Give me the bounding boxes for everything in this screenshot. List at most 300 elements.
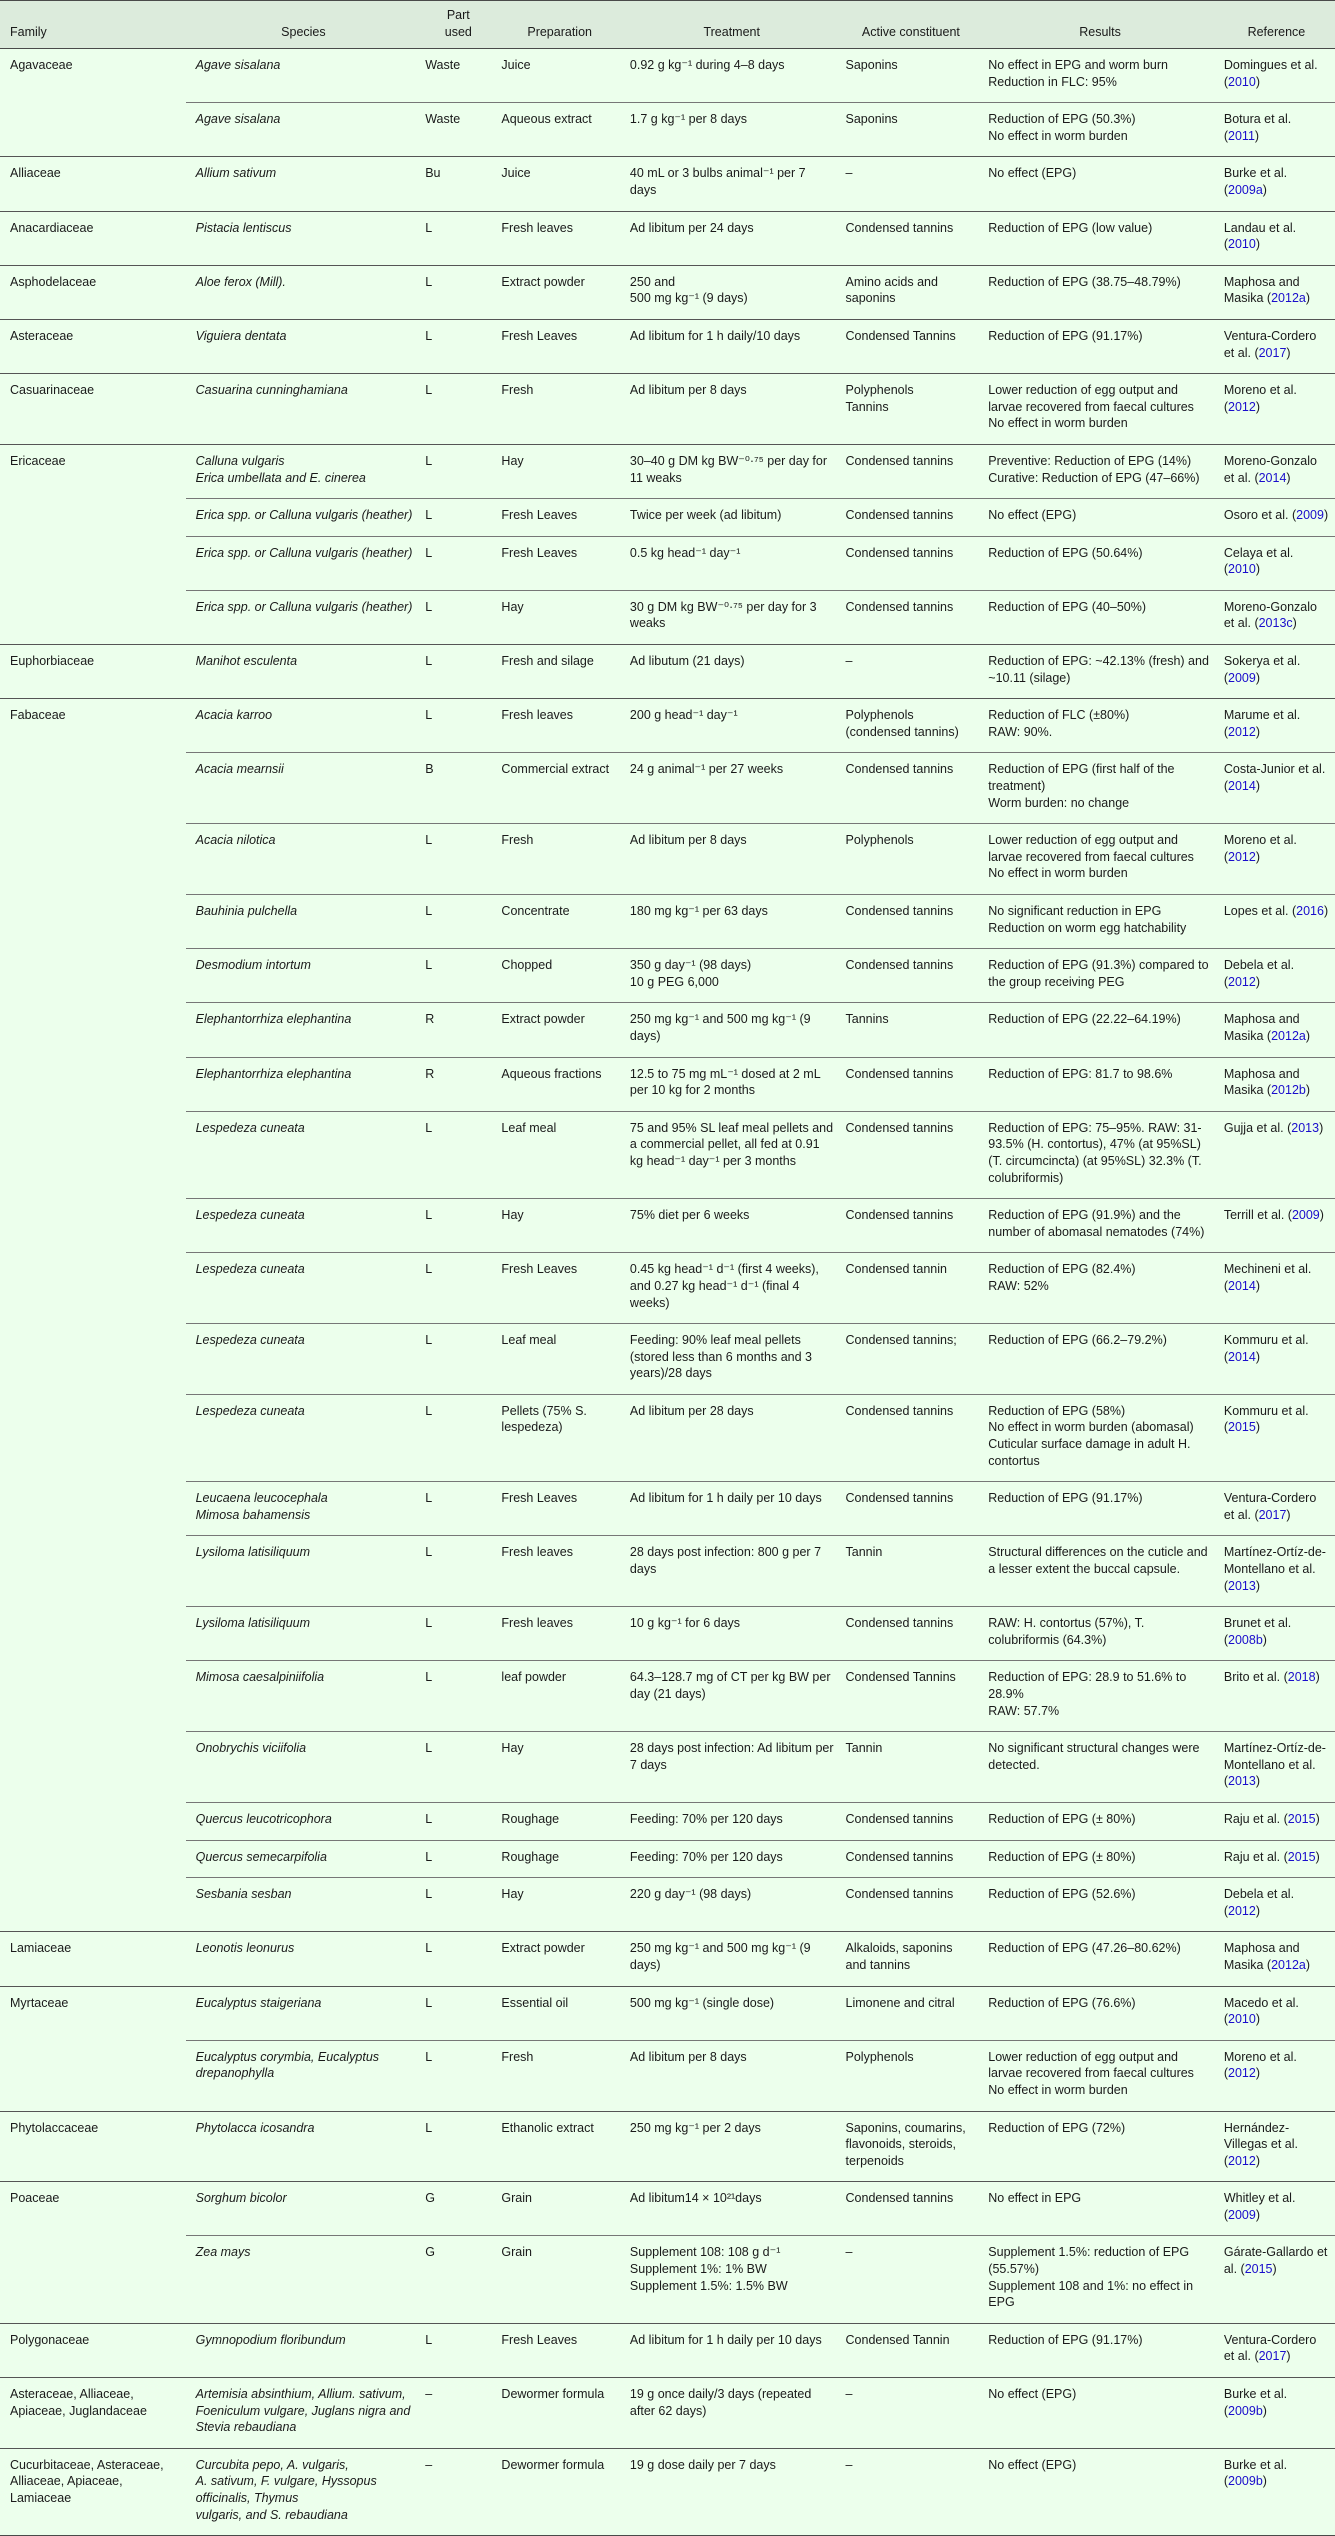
species-cell [186, 1003, 422, 1057]
paren: ) [1255, 1420, 1261, 1435]
reference-year-link[interactable]: 2012a [1271, 1028, 1306, 1043]
part-used-cell [421, 2378, 495, 2449]
results-text: No effect in worm burden [988, 866, 1128, 881]
species-cell [186, 1802, 422, 1840]
active-constituent-cell [840, 444, 983, 498]
family-text: Ericaceae [10, 453, 66, 468]
table-row [0, 1802, 1335, 1840]
results-cell [982, 374, 1218, 445]
species-cell [186, 1732, 422, 1803]
active-constituent-text: Polyphenols [845, 2049, 914, 2064]
paren: ) [1305, 1957, 1311, 1972]
species-text: Agave sisalana [195, 58, 281, 72]
reference-cell [1218, 1932, 1335, 1986]
part-used-cell [421, 536, 495, 590]
preparation-cell [495, 1661, 624, 1732]
active-constituent-cell [840, 1878, 983, 1932]
part-used-cell [421, 949, 495, 1003]
family-cell [0, 319, 186, 373]
reference-year-link[interactable]: 2014 [1228, 1278, 1256, 1293]
reference-year-link[interactable]: 2016 [1296, 904, 1324, 918]
reference-year-link[interactable]: 2014 [1228, 779, 1256, 794]
active-constituent-text: Condensed tannins [845, 904, 954, 918]
species-cell [186, 1607, 422, 1661]
species-cell [186, 824, 422, 895]
reference-year-link[interactable]: 2012 [1228, 1903, 1256, 1918]
preparation-cell [495, 1607, 624, 1661]
results-cell [982, 895, 1218, 949]
results-cell [982, 103, 1218, 157]
results-text: Reduction of FLC (±80%) [988, 708, 1130, 723]
paren: ) [1254, 128, 1260, 143]
part-used-text: L [425, 958, 433, 973]
treatment-text: 220 g day⁻¹ (98 days) [629, 1887, 752, 1902]
family-text: Fabaceae [10, 708, 66, 723]
paren: ( [1250, 345, 1259, 360]
results-text: Reduction of EPG (91.17%) [988, 328, 1143, 343]
treatment-text: 10 g PEG 6,000 [629, 974, 719, 989]
active-constituent-text: – [845, 2457, 853, 2472]
reference-year-link[interactable]: 2012a [1271, 291, 1306, 306]
paren: ( [1223, 74, 1229, 89]
paren: ) [1305, 1083, 1311, 1098]
part-used-text: L [425, 1491, 433, 1506]
results-text: Reduction of EPG (38.75–48.79%) [988, 274, 1181, 289]
species-cell [186, 2182, 422, 2236]
preparation-text: Dewormer formula [501, 2457, 605, 2472]
results-cell [982, 265, 1218, 319]
results-text: Reduction of EPG (50.3%) [988, 112, 1136, 127]
preparation-text: Fresh and silage [501, 654, 594, 669]
preparation-cell [495, 1932, 624, 1986]
table-row [0, 1324, 1335, 1395]
paren: ( [1263, 291, 1272, 306]
part-used-text: B [425, 762, 434, 777]
results-text: No significant structural changes were detected. [988, 1741, 1203, 1772]
preparation-text: Juice [501, 58, 531, 72]
treatment-cell [624, 444, 840, 498]
active-constituent-text: Condensed tannins [845, 545, 954, 560]
family-cell [0, 1536, 186, 1607]
table-row [0, 1607, 1335, 1661]
species-text: vulgaris, and S. rebaudiana [195, 2507, 348, 2522]
preparation-text: Hay [501, 1741, 524, 1756]
paren: ) [1262, 2403, 1267, 2418]
part-used-cell [421, 211, 495, 265]
species-cell [186, 536, 422, 590]
results-text: Reduction of EPG: ~42.13% (fresh) and ~10.11 (silage) [988, 654, 1213, 685]
treatment-text: 75 and 95% SL leaf meal pellets and a commercial pellet, all fed at 0.91 kg head⁻¹ day⁻¹ per 3 months [629, 1120, 837, 1168]
active-constituent-text: Condensed tannins [845, 220, 954, 235]
active-constituent-cell [840, 103, 983, 157]
table-row [0, 2236, 1335, 2323]
paren: ( [1250, 470, 1259, 485]
species-text: Pistacia lentiscus [195, 220, 292, 235]
paren: ) [1255, 670, 1261, 685]
results-cell [982, 1003, 1218, 1057]
active-constituent-text: – [845, 166, 853, 181]
results-text: RAW: H. contortus (57%), T. colubriformis (64.3%) [988, 1616, 1148, 1647]
reference-year-link[interactable]: 2013 [1228, 1774, 1256, 1789]
paren: ) [1286, 1507, 1291, 1522]
active-constituent-text: Tannin [845, 1741, 883, 1756]
results-text: Reduction of EPG (82.4%) [988, 1262, 1136, 1277]
treatment-text: 28 days post infection: Ad libitum per 7 days [629, 1741, 837, 1772]
reference-year-link[interactable]: 2011 [1228, 128, 1255, 143]
reference-year-link[interactable]: 2012 [1228, 399, 1256, 414]
paren: ) [1319, 1120, 1324, 1135]
part-used-cell [421, 1986, 495, 2040]
reference-year-link[interactable]: 2010 [1228, 2012, 1256, 2027]
results-text: Supplement 1.5%: reduction of EPG (55.57%) [988, 2245, 1193, 2277]
table-row [0, 1057, 1335, 1111]
treatment-text: Ad libitum per 8 days [629, 383, 747, 398]
family-cell [0, 1732, 186, 1803]
reference-year-link[interactable]: 2014 [1258, 470, 1287, 485]
reference-cell [1218, 2111, 1335, 2182]
treatment-text: 250 mg kg⁻¹ per 2 days [629, 2120, 761, 2135]
part-used-text: L [425, 383, 433, 398]
active-constituent-cell [840, 2323, 983, 2377]
reference-cell [1218, 2182, 1335, 2236]
treatment-text: Ad libitum per 28 days [629, 1403, 754, 1418]
part-used-cell [421, 1253, 495, 1324]
species-cell [186, 374, 422, 445]
results-cell [982, 1607, 1218, 1661]
paren: ( [1250, 2349, 1259, 2364]
species-text: Sorghum bicolor [195, 2191, 287, 2206]
active-constituent-cell [840, 824, 983, 895]
reference-authors: Domingues et al. [1223, 58, 1318, 72]
active-constituent-cell [840, 211, 983, 265]
table-row [0, 499, 1335, 537]
reference-year-link[interactable]: 2015 [1287, 1849, 1316, 1864]
active-constituent-cell [840, 1057, 983, 1111]
family-cell [0, 374, 186, 445]
results-cell [982, 645, 1218, 699]
reference-year-link[interactable]: 2012b [1271, 1083, 1306, 1098]
paren: ( [1237, 2262, 1245, 2277]
paren: ( [1223, 1632, 1229, 1647]
treatment-cell [624, 1986, 840, 2040]
species-cell [186, 319, 422, 373]
results-text: Reduction of EPG (± 80%) [988, 1811, 1136, 1826]
results-text: No effect in worm burden [988, 2082, 1128, 2097]
part-used-cell [421, 1482, 495, 1536]
reference-year-link[interactable]: 2015 [1228, 1420, 1256, 1435]
reference-authors: Martínez-Ortíz-de-Montellano et al. [1223, 1741, 1326, 1772]
treatment-cell [624, 1878, 840, 1932]
treatment-text: Feeding: 70% per 120 days [629, 1849, 783, 1864]
table-row [0, 157, 1335, 211]
part-used-text: L [425, 2120, 433, 2135]
part-used-cell [421, 895, 495, 949]
active-constituent-text: Condensed tannins [845, 1616, 954, 1631]
species-cell [186, 949, 422, 1003]
reference-cell [1218, 824, 1335, 895]
reference-authors: Brunet et al. [1223, 1616, 1292, 1631]
reference-year-link[interactable]: 2009 [1228, 670, 1256, 685]
table-row [0, 211, 1335, 265]
reference-cell [1218, 2236, 1335, 2323]
active-constituent-text: Condensed tannins [845, 453, 954, 468]
preparation-cell [495, 1482, 624, 1536]
table-row [0, 2182, 1335, 2236]
family-text: Asteraceae, Alliaceae, Apiaceae, Juglandaceae [10, 2387, 147, 2418]
family-cell [0, 2182, 186, 2236]
results-text: Supplement 108 and 1%: no effect in EPG [988, 2278, 1197, 2310]
table-row [0, 1732, 1335, 1803]
reference-authors: Maphosa and Masika [1223, 1941, 1300, 1972]
preparation-text: Extract powder [501, 1012, 585, 1027]
paren: ) [1255, 74, 1261, 89]
species-text: Lysiloma latisiliquum [195, 1616, 311, 1631]
table-row [0, 319, 1335, 373]
preparation-cell [495, 1802, 624, 1840]
preparation-cell [495, 645, 624, 699]
family-cell [0, 949, 186, 1003]
preparation-text: Extract powder [501, 274, 585, 289]
reference-year-link[interactable]: 2015 [1287, 1811, 1316, 1826]
table-row [0, 645, 1335, 699]
treatment-cell [624, 2182, 840, 2236]
treatment-cell [624, 157, 840, 211]
reference-year-link[interactable]: 2009b [1228, 2474, 1263, 2489]
reference-year-link[interactable]: 2008b [1228, 1632, 1263, 1647]
treatment-cell [624, 895, 840, 949]
part-used-cell [421, 2448, 495, 2535]
active-constituent-cell [840, 1003, 983, 1057]
reference-year-link[interactable]: 2018 [1287, 1670, 1316, 1685]
reference-year-link[interactable]: 2012a [1271, 1957, 1306, 1972]
reference-cell [1218, 1802, 1335, 1840]
paren: ) [1255, 779, 1261, 794]
part-used-text: Waste [425, 58, 461, 72]
reference-year-link[interactable]: 2012 [1228, 2066, 1256, 2081]
paren: ) [1255, 2012, 1261, 2027]
table-row [0, 2378, 1335, 2449]
species-text: Lespedeza cuneata [195, 1120, 305, 1135]
preparation-text: Leaf meal [501, 1120, 557, 1135]
preparation-text: Fresh [501, 383, 534, 398]
reference-year-link[interactable]: 2009 [1296, 508, 1324, 523]
results-cell [982, 2040, 1218, 2111]
table-row [0, 2448, 1335, 2535]
active-constituent-cell [840, 1199, 983, 1253]
reference-year-link[interactable]: 2013 [1291, 1120, 1320, 1135]
results-text: Reduction of EPG (76.6%) [988, 1995, 1136, 2010]
results-cell [982, 319, 1218, 373]
part-used-text: L [425, 1208, 433, 1223]
treatment-cell [624, 1111, 840, 1198]
reference-year-link[interactable]: 2009 [1291, 1208, 1320, 1223]
paren: ( [1223, 2403, 1229, 2418]
treatment-cell [624, 824, 840, 895]
preparation-text: Fresh Leaves [501, 2332, 578, 2347]
reference-authors: Moreno-Gonzalo et al. [1223, 599, 1317, 631]
reference-year-link[interactable]: 2017 [1258, 2349, 1287, 2364]
reference-year-link[interactable]: 2014 [1228, 1349, 1256, 1364]
paren: ( [1223, 2066, 1229, 2081]
table-row [0, 1932, 1335, 1986]
part-used-cell [421, 1607, 495, 1661]
part-used-cell [421, 103, 495, 157]
reference-authors: Mechineni et al. [1223, 1262, 1312, 1277]
family-cell [0, 2378, 186, 2449]
active-constituent-text: Condensed tannin [845, 1262, 947, 1277]
part-used-cell [421, 499, 495, 537]
paren: ( [1223, 849, 1229, 864]
reference-year-link[interactable]: 2012 [1228, 849, 1256, 864]
treatment-cell [624, 2040, 840, 2111]
reference-cell [1218, 699, 1335, 753]
reference-year-link[interactable]: 2009a [1228, 182, 1263, 197]
preparation-cell [495, 590, 624, 644]
active-constituent-cell [840, 699, 983, 753]
preparation-cell [495, 824, 624, 895]
paren: ) [1255, 2207, 1261, 2222]
treatment-text: Ad libitum for 1 h daily per 10 days [629, 1491, 822, 1506]
reference-cell [1218, 1057, 1335, 1111]
paren: ) [1286, 470, 1291, 485]
active-constituent-text: Condensed tannins [845, 1811, 954, 1826]
table-row [0, 1253, 1335, 1324]
family-cell [0, 444, 186, 498]
treatment-text: Supplement 108: 108 g d⁻¹ [629, 2245, 781, 2260]
family-cell [0, 1986, 186, 2040]
reference-year-link[interactable]: 2009 [1228, 2207, 1256, 2222]
preparation-cell [495, 1840, 624, 1878]
active-constituent-text: Condensed Tannins [845, 328, 956, 343]
reference-cell [1218, 1986, 1335, 2040]
results-cell [982, 157, 1218, 211]
species-cell [186, 1840, 422, 1878]
reference-year-link[interactable]: 2015 [1244, 2262, 1273, 2277]
treatment-text: Feeding: 90% leaf meal pellets (stored less than 6 months and 3 years)/28 days [629, 1333, 816, 1381]
reference-year-link[interactable]: 2010 [1228, 237, 1256, 252]
active-constituent-cell [840, 536, 983, 590]
species-cell [186, 157, 422, 211]
reference-year-link[interactable]: 2012 [1228, 724, 1256, 739]
reference-year-link[interactable]: 2010 [1228, 562, 1256, 577]
results-text: No effect in EPG and worm burn [988, 58, 1168, 72]
treatment-cell [624, 1003, 840, 1057]
reference-year-link[interactable]: 2012 [1228, 974, 1256, 989]
paren: ) [1286, 345, 1291, 360]
part-used-cell [421, 319, 495, 373]
reference-authors: Moreno-Gonzalo et al. [1223, 453, 1317, 485]
species-cell [186, 1482, 422, 1536]
treatment-text: Ad libitum14 × 10²¹days [629, 2191, 762, 2206]
part-used-cell [421, 2323, 495, 2377]
part-used-text: L [425, 453, 433, 468]
species-text: Calluna vulgaris [195, 453, 285, 468]
paren: ( [1263, 1083, 1272, 1098]
results-text: RAW: 57.7% [988, 1703, 1060, 1718]
table-row [0, 49, 1335, 103]
preparation-cell [495, 1324, 624, 1395]
results-cell [982, 949, 1218, 1003]
reference-year-link[interactable]: 2013 [1228, 1578, 1256, 1593]
table-row [0, 1394, 1335, 1481]
reference-cell [1218, 1199, 1335, 1253]
preparation-text: Dewormer formula [501, 2387, 605, 2402]
part-used-text: L [425, 1741, 433, 1756]
results-cell [982, 824, 1218, 895]
table-row [0, 1536, 1335, 1607]
treatment-text: 500 mg kg⁻¹ (single dose) [629, 1995, 775, 2010]
paren: ( [1223, 2153, 1229, 2168]
paren: ( [1280, 1670, 1288, 1685]
treatment-text: Feeding: 70% per 120 days [629, 1811, 783, 1826]
reference-authors: Terrill et al. [1223, 1208, 1285, 1223]
family-text: Asteraceae [10, 328, 74, 343]
species-text: Eucalyptus corymbia, Eucalyptus drepanophylla [195, 2049, 383, 2081]
reference-year-link[interactable]: 2009b [1228, 2403, 1263, 2418]
paren: ) [1315, 1811, 1320, 1826]
preparation-cell [495, 1253, 624, 1324]
results-text: No effect in worm burden (abomasal) [988, 1420, 1194, 1435]
species-text: Zea mays [195, 2245, 251, 2260]
paren: ( [1223, 128, 1229, 143]
part-used-text: – [425, 2387, 433, 2402]
preparation-text: Extract powder [501, 1941, 585, 1956]
preparation-text: Aqueous extract [501, 112, 592, 127]
reference-year-link[interactable]: 2017 [1258, 1507, 1287, 1522]
results-text: Reduction of EPG (58%) [988, 1403, 1126, 1418]
treatment-text: 19 g once daily/3 days (repeated after 62 days) [629, 2387, 815, 2418]
table-row [0, 2111, 1335, 2182]
reference-year-link[interactable]: 2010 [1228, 74, 1256, 89]
active-constituent-cell [840, 1802, 983, 1840]
family-cell [0, 1840, 186, 1878]
paren: ( [1288, 904, 1297, 918]
active-constituent-text: Limonene and citral [845, 1995, 955, 2010]
part-used-cell [421, 1324, 495, 1395]
paren: ( [1223, 1903, 1229, 1918]
family-cell [0, 211, 186, 265]
reference-authors: Sokerya et al. [1223, 654, 1301, 669]
part-used-text: L [425, 545, 433, 560]
active-constituent-text: Condensed tannins; [845, 1333, 957, 1348]
paren: ( [1223, 1349, 1229, 1364]
reference-cell [1218, 1536, 1335, 1607]
reference-year-link[interactable]: 2017 [1258, 345, 1287, 360]
reference-cell [1218, 1482, 1335, 1536]
species-text: Erica umbellata and E. cinerea [195, 470, 366, 485]
preparation-cell [495, 1986, 624, 2040]
active-constituent-text: Condensed tannins [845, 1208, 954, 1223]
active-constituent-text: Condensed Tannins [845, 1670, 956, 1685]
results-cell [982, 1986, 1218, 2040]
preparation-text: Fresh Leaves [501, 1262, 578, 1277]
active-constituent-cell [840, 895, 983, 949]
results-cell [982, 2323, 1218, 2377]
results-cell [982, 211, 1218, 265]
results-cell [982, 1324, 1218, 1395]
reference-year-link[interactable]: 2013c [1258, 616, 1293, 631]
preparation-cell [495, 319, 624, 373]
species-text: Lysiloma latisiliquum [195, 1545, 311, 1560]
reference-cell [1218, 2378, 1335, 2449]
family-text: Poaceae [10, 2191, 60, 2206]
active-constituent-cell [840, 2182, 983, 2236]
species-text: Lespedeza cuneata [195, 1403, 305, 1418]
reference-year-link[interactable]: 2012 [1228, 2153, 1256, 2168]
results-text: Structural differences on the cuticle and a lesser extent the buccal capsule. [988, 1545, 1212, 1577]
treatment-text: 180 mg kg⁻¹ per 63 days [629, 904, 768, 918]
active-constituent-cell [840, 2040, 983, 2111]
